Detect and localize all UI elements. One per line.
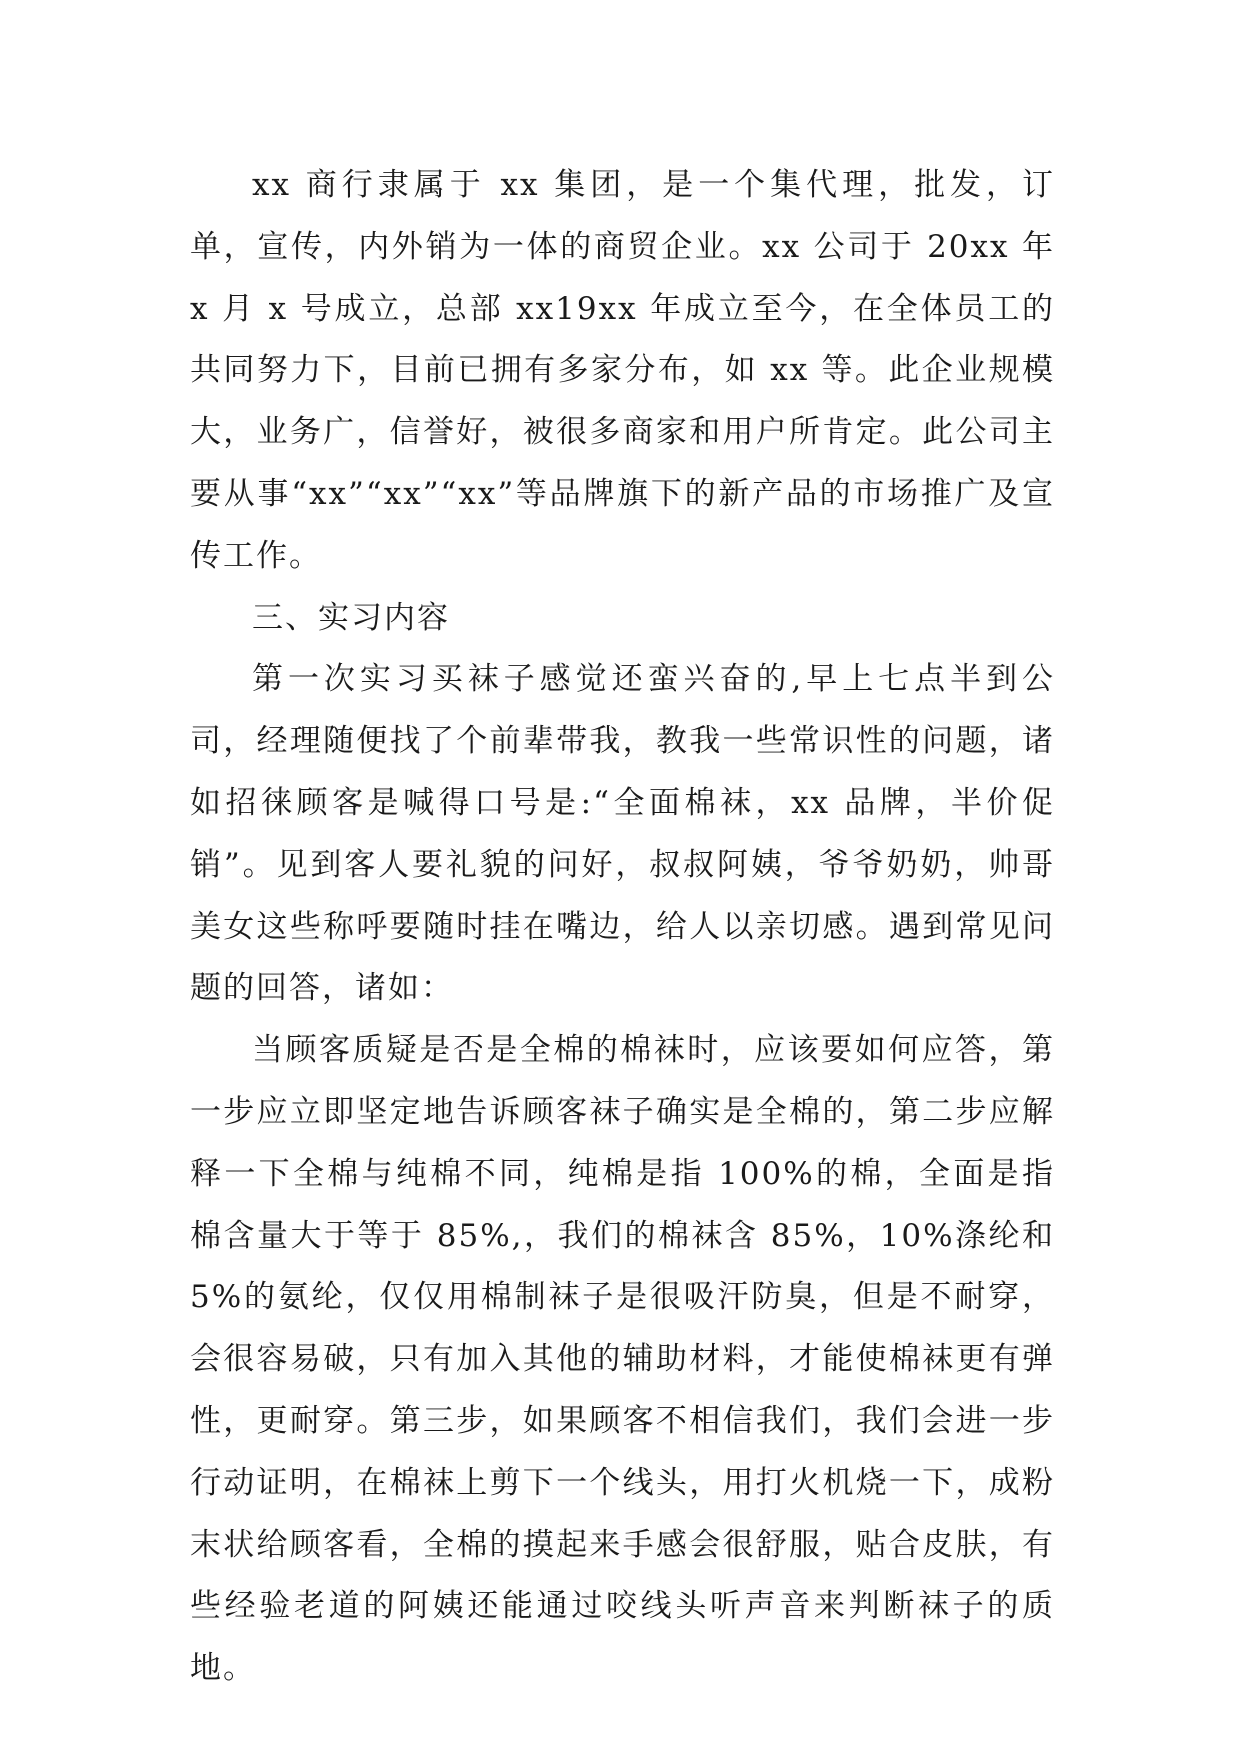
document-page (190, 155, 1055, 1700)
paragraph-first-day: 第一次实习买袜子感觉还蛮兴奋的,早上七点半到公司，经理随便找了个前辈带我，教我一些常识性的问题，诸如招徕顾客是喊得口号是:“全面棉袜，xx 品牌，半价促销”。见到客人要礼貌的问好，叔叔阿姨，爷爷奶奶，帅哥美女这些称呼要随时挂在嘴边，给人以亲切感。遇到常见问题的回答，诸如： (190, 661, 1055, 1007)
section-heading-internship-content: 三、实习内容 (252, 599, 450, 636)
paragraph-cotton-answer: 当顾客质疑是否是全棉的棉袜时，应该要如何应答，第一步应立即坚定地告诉顾客袜子确实是全棉的，第二步应解释一下全棉与纯棉不同，纯棉是指 100%的棉，全面是指棉含量大于等于 85%,，我们的棉袜含 85%，10%涤纶和 5%的氨纶，仅仅用棉制袜子是很吸汗防臭，但是不耐穿，会很容易破，只有加入其他的辅助材料，才能使棉袜更有弹性，更耐穿。第三步，如果顾客不相信我们，我们会进一步行动证明，在棉袜上剪下一个线头，用打火机烧一下，成粉末状给顾客看，全棉的摸起来手感会很舒服，贴合皮肤，有些经验老道的阿姨还能通过咬线头听声音来判断袜子的质地。 (190, 1032, 1055, 1687)
paragraph-company-intro: xx 商行隶属于 xx 集团，是一个集代理，批发，订单，宣传，内外销为一体的商贸企业。xx 公司于 20xx 年 x 月 x 号成立，总部 xx19xx 年成立至今，在全体员工的共同努力下，目前已拥有多家分布，如 xx 等。此企业规模大，业务广，信誉好，被很多商家和用户所肯定。此公司主要从事“xx”“xx”“xx”等品牌旗下的新产品的市场推广及宣传工作。 (190, 167, 1055, 574)
